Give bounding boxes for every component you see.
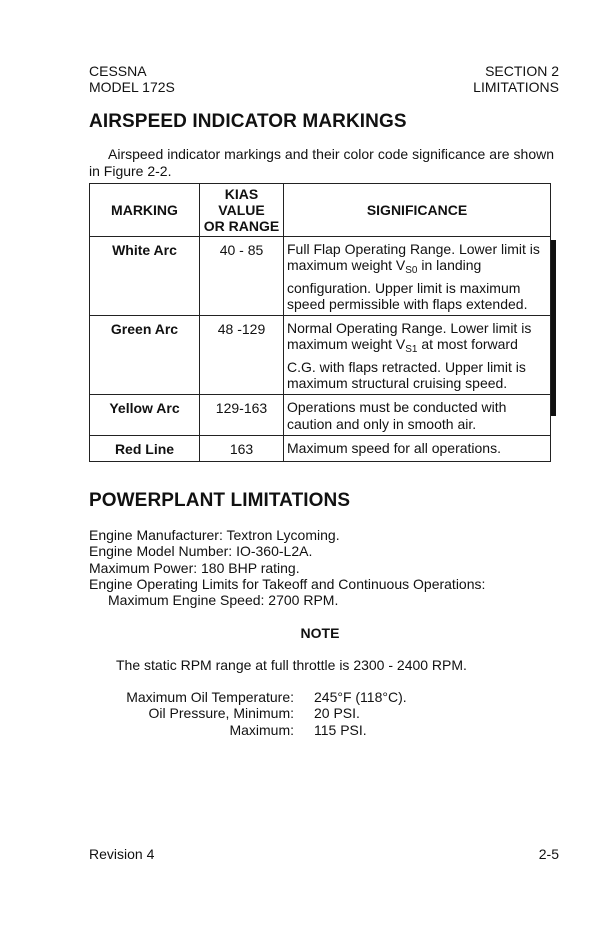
max-engine-speed-line: Maximum Engine Speed: 2700 RPM. xyxy=(108,592,339,609)
subscript-s0: S0 xyxy=(405,265,418,277)
range-cell: 48 -129 xyxy=(200,316,284,395)
significance-cell: Maximum speed for all operations. xyxy=(284,435,551,461)
range-cell: 163 xyxy=(200,435,284,461)
list-item xyxy=(89,722,407,738)
airspeed-markings-table xyxy=(89,183,551,462)
list-item xyxy=(89,689,407,705)
header-section-title: LIMITATIONS xyxy=(473,79,559,95)
limit-label: Maximum: xyxy=(229,721,294,738)
footer-revision: Revision 4 xyxy=(89,846,155,862)
table-row xyxy=(90,435,551,461)
subscript-s1: S1 xyxy=(405,344,418,356)
header-model: MODEL 172S xyxy=(89,79,175,95)
limit-label: Oil Pressure, Minimum: xyxy=(148,705,294,722)
max-power-line: Maximum Power: 180 BHP rating. xyxy=(89,559,300,576)
note-heading: NOTE xyxy=(300,625,340,641)
kias-header-line2: VALUE xyxy=(218,202,265,218)
header-section: SECTION 2 xyxy=(485,63,559,79)
marking-cell: Green Arc xyxy=(90,316,200,395)
airspeed-intro-paragraph: Airspeed indicator markings and their color code significance are shown in Figure 2-2. xyxy=(89,146,554,179)
limit-value: 20 PSI. xyxy=(314,705,360,722)
list-item xyxy=(89,705,407,721)
page-number: 2-5 xyxy=(538,846,559,862)
significance-cell xyxy=(284,237,551,316)
column-header-significance: SIGNIFICANCE xyxy=(284,184,551,237)
table-row xyxy=(90,316,551,395)
significance-cell: Operations must be conducted with caution and only in smooth air. xyxy=(284,395,551,436)
marking-cell: Yellow Arc xyxy=(90,395,200,436)
significance-text-cont: at most forward C.G. with flaps retracted. Upper limit is maximum structural cruising speed. xyxy=(287,336,526,392)
engine-details xyxy=(89,527,485,608)
marking-cell: Red Line xyxy=(90,435,200,461)
page-header-right xyxy=(473,63,559,95)
column-header-marking: MARKING xyxy=(90,184,200,237)
kias-header-line3: OR RANGE xyxy=(203,218,280,234)
column-header-kias xyxy=(200,184,284,237)
significance-cell xyxy=(284,316,551,395)
table-row xyxy=(90,395,551,436)
engine-model-line: Engine Model Number: IO-360-L2A. xyxy=(89,543,313,560)
table-header-row xyxy=(90,184,551,237)
limit-label: Maximum Oil Temperature: xyxy=(126,689,294,705)
significance-text-cont: in landing configuration. Upper limit is maximum speed permissible with flaps extended. xyxy=(287,257,528,312)
marking-cell: White Arc xyxy=(90,237,200,316)
airspeed-section-title: AIRSPEED INDICATOR MARKINGS xyxy=(89,111,407,132)
operating-limits-line: Engine Operating Limits for Takeoff and Continuous Operations: xyxy=(89,575,486,592)
range-cell: 129-163 xyxy=(200,395,284,436)
powerplant-section-title: POWERPLANT LIMITATIONS xyxy=(89,490,351,511)
engine-manufacturer-line: Engine Manufacturer: Textron Lycoming. xyxy=(89,527,340,543)
oil-limits xyxy=(89,689,407,738)
limit-value: 245°F (118°C). xyxy=(314,689,407,705)
header-manufacturer: CESSNA xyxy=(89,63,147,79)
note-text: The static RPM range at full throttle is 2300 - 2400 RPM. xyxy=(116,657,467,673)
table-row xyxy=(90,237,551,316)
limit-value: 115 PSI. xyxy=(314,721,367,738)
revision-change-bar xyxy=(551,240,556,416)
kias-header-line1: KIAS xyxy=(224,186,259,202)
significance-text: Full Flap Operating Range. Lower limit is maximum weight V xyxy=(287,241,540,274)
significance-text: Normal Operating Range. Lower limit is maximum weight V xyxy=(287,320,532,353)
page-header-left xyxy=(89,63,175,95)
range-cell: 40 - 85 xyxy=(200,237,284,316)
